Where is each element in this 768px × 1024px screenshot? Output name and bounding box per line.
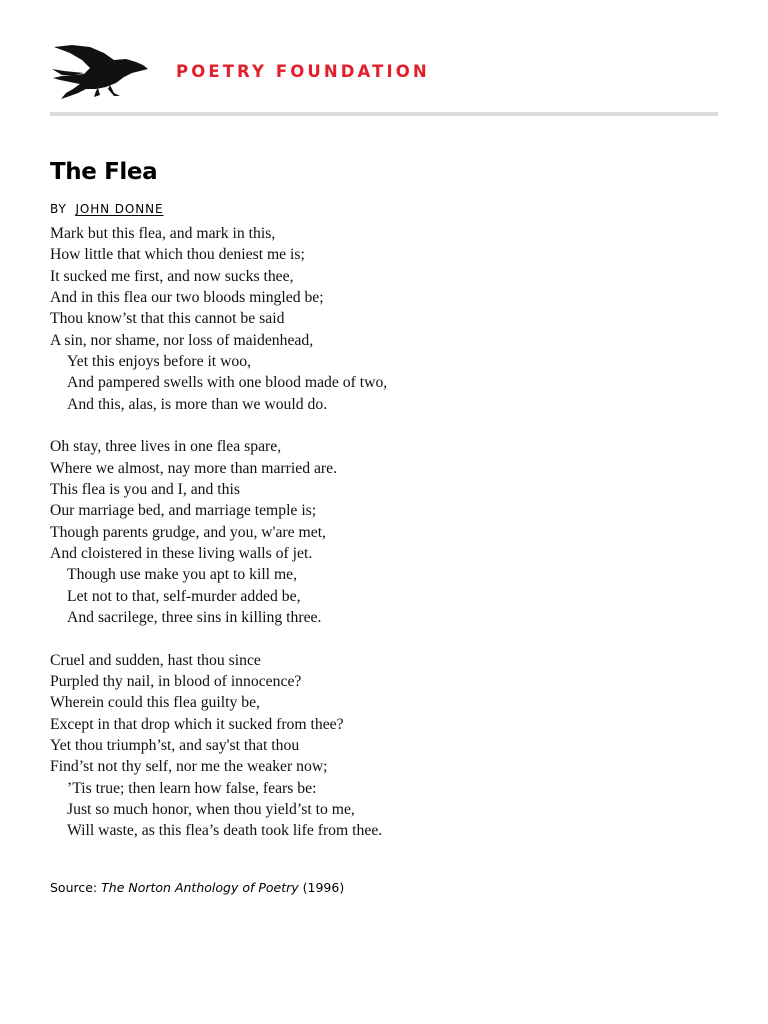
- poem-line: Except in that drop which it sucked from thee?: [50, 715, 344, 733]
- poem-line: And this, alas, is more than we would do.: [67, 395, 328, 413]
- poem-line: Oh stay, three lives in one flea spare,: [50, 438, 282, 456]
- source-work: The Norton Anthology of Poetry: [101, 880, 299, 895]
- poem-line: Find’st not thy self, nor me the weaker now;: [50, 758, 328, 776]
- poem-line: And in this flea our two bloods mingled be;: [50, 288, 324, 306]
- poem-title: The Flea: [50, 159, 158, 185]
- poem-line: And cloistered in these living walls of jet.: [50, 544, 313, 562]
- byline: [50, 202, 163, 216]
- poem-stanza: [50, 436, 690, 628]
- poem-line: A sin, nor shame, nor loss of maidenhead,: [50, 331, 314, 349]
- poem-line: It sucked me first, and now sucks thee,: [50, 267, 294, 285]
- site-header: [50, 40, 718, 102]
- poem-line: How little that which thou deniest me is;: [50, 246, 305, 264]
- poem-line: Will waste, as this flea’s death took life from thee.: [67, 822, 383, 840]
- poem-line: Where we almost, nay more than married are.: [50, 459, 338, 477]
- poem-line: Yet this enjoys before it woo,: [67, 352, 252, 370]
- poem-line: Thou know’st that this cannot be said: [50, 310, 285, 328]
- by-label: BY: [50, 202, 67, 216]
- poem-line: Though parents grudge, and you, w'are met,: [50, 523, 326, 541]
- source-citation: [50, 880, 344, 895]
- poem-line: Cruel and sudden, hast thou since: [50, 651, 261, 669]
- poem-line: Mark but this flea, and mark in this,: [50, 225, 276, 242]
- poem-line: And sacrilege, three sins in killing three.: [67, 608, 322, 626]
- poem-line: Though use make you apt to kill me,: [67, 566, 298, 584]
- poem-line: ’Tis true; then learn how false, fears be:: [67, 779, 317, 797]
- poem-line: Let not to that, self-murder added be,: [67, 587, 301, 605]
- brand-name[interactable]: POETRY FOUNDATION: [176, 62, 430, 81]
- poem-stanza: [50, 650, 690, 842]
- poem-line: This flea is you and I, and this: [50, 480, 240, 498]
- poem-line: Our marriage bed, and marriage temple is;: [50, 502, 317, 520]
- poem-line: Just so much honor, when thou yield’st to me,: [67, 800, 355, 818]
- source-label: Source:: [50, 880, 98, 895]
- poem-line: And pampered swells with one blood made of two,: [67, 374, 388, 392]
- header-divider: [50, 112, 718, 116]
- poem-line: Wherein could this flea guilty be,: [50, 694, 260, 712]
- author-link[interactable]: JOHN DONNE: [75, 202, 164, 216]
- poem-body: [50, 223, 690, 863]
- poem-stanza: [50, 223, 690, 415]
- poem-line: Yet thou triumph’st, and say'st that thou: [50, 736, 300, 754]
- source-year: (1996): [302, 880, 345, 895]
- poem-line: Purpled thy nail, in blood of innocence?: [50, 672, 302, 690]
- pegasus-icon[interactable]: [50, 44, 150, 100]
